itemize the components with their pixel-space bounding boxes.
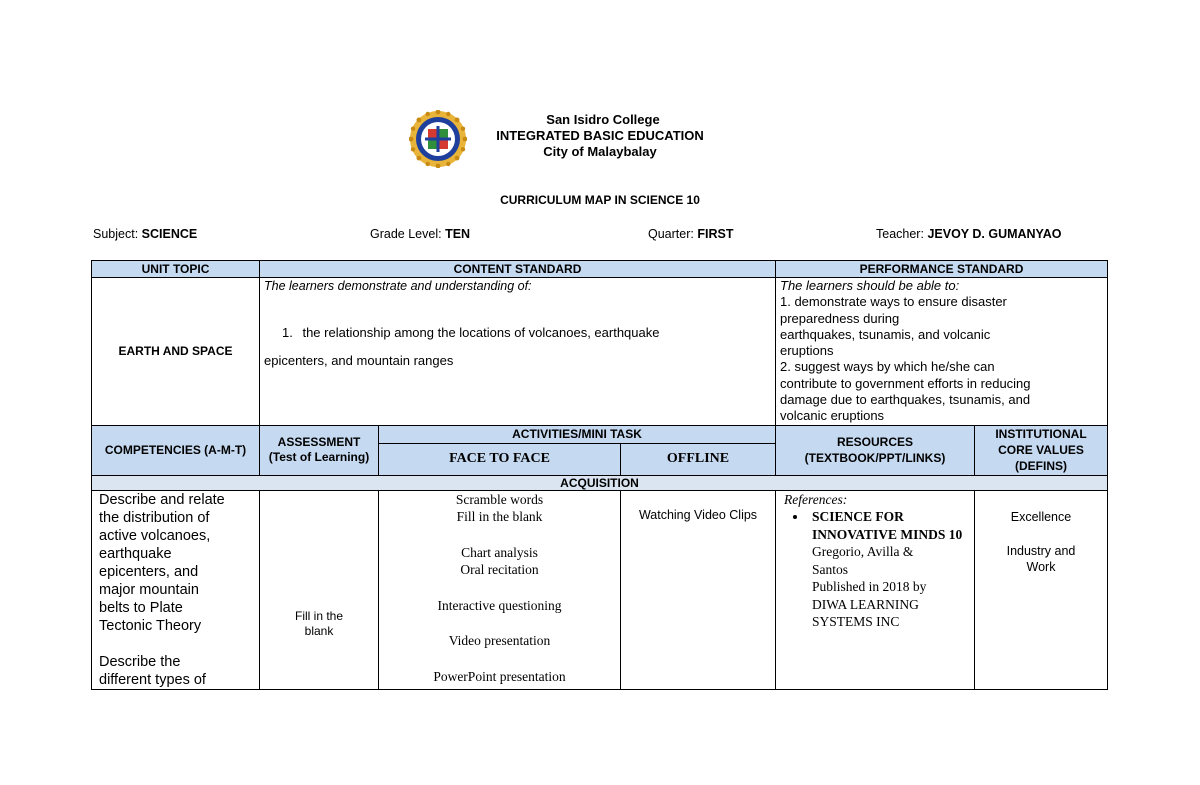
face-to-face-header: FACE TO FACE	[379, 443, 621, 475]
performance-standard-header: PERFORMANCE STANDARD	[776, 261, 1108, 278]
competency-line: Describe the	[99, 653, 181, 670]
competency-line: Tectonic Theory	[99, 617, 202, 634]
unit-topic-header: UNIT TOPIC	[92, 261, 260, 278]
performance-line: earthquakes, tsunamis, and volcanic	[780, 326, 991, 342]
core-values-cell	[975, 490, 1108, 689]
competency-line: active volcanoes,	[99, 527, 211, 544]
standards-header-row	[92, 261, 1108, 278]
school-department: INTEGRATED BASIC EDUCATION	[496, 128, 704, 143]
content-standard-cell	[260, 278, 776, 426]
reference-book-title: • SCIENCE FOR INNOVATIVE MINDS 10	[808, 508, 970, 543]
content-item-number: 1.	[282, 325, 293, 340]
performance-line: 2. suggest ways by which he/she can	[780, 359, 995, 375]
resources-header: RESOURCES (TEXTBOOK/PPT/LINKS)	[776, 425, 975, 475]
competency-row	[92, 490, 1108, 689]
core-values-header: INSTITUTIONAL CORE VALUES (DEFINS)	[975, 425, 1108, 475]
subject-label: Subject:	[93, 227, 139, 241]
acquisition-row	[92, 475, 1108, 490]
competency-line: epicenters, and	[99, 563, 199, 580]
performance-standard-cell	[776, 278, 1108, 426]
face-to-face-cell	[379, 490, 621, 689]
teacher-label: Teacher:	[876, 227, 924, 241]
performance-line: volcanic eruptions	[780, 408, 885, 424]
activity-item: Interactive questioning	[437, 597, 562, 613]
teacher-value: JEVOY D. GUMANYAO	[927, 227, 1062, 241]
references-label: References:	[784, 491, 848, 507]
offline-header: OFFLINE	[621, 443, 776, 475]
performance-line: preparedness during	[780, 310, 900, 326]
grade-value: TEN	[445, 227, 471, 241]
resources-cell	[776, 490, 975, 689]
performance-line: damage due to earthquakes, tsunamis, and	[780, 392, 1031, 408]
competencies-header: COMPETENCIES (A-M-T)	[92, 425, 260, 475]
meta-grade	[370, 227, 470, 241]
plan-header-row	[92, 425, 1108, 443]
school-city: City of Malaybalay	[543, 144, 657, 159]
activity-item: Fill in the blank	[456, 509, 543, 525]
activities-header: ACTIVITIES/MINI TASK	[379, 425, 776, 443]
document-title: CURRICULUM MAP IN SCIENCE 10	[500, 193, 700, 207]
activity-item: Oral recitation	[460, 562, 539, 578]
meta-teacher	[876, 227, 1062, 241]
offline-cell	[621, 490, 776, 689]
school-header	[0, 112, 1200, 160]
competency-line: earthquake	[99, 545, 172, 562]
competency-line: belts to Plate	[99, 599, 183, 616]
content-standard-intro: The learners demonstrate and understanding of:	[264, 279, 532, 293]
subject-value: SCIENCE	[141, 227, 198, 241]
performance-standard-intro: The learners should be able to:	[780, 278, 960, 293]
content-item-text-1: the relationship among the locations of volcanoes, earthquake	[302, 325, 660, 340]
competency-line: major mountain	[99, 581, 199, 598]
activity-item: Chart analysis	[461, 544, 538, 560]
quarter-value: FIRST	[697, 227, 734, 241]
assessment-cell	[260, 490, 379, 689]
acquisition-label: ACQUISITION	[92, 475, 1108, 490]
performance-line: eruptions	[780, 343, 834, 359]
curriculum-map-table	[91, 260, 1108, 690]
content-item-text-2: epicenters, and mountain ranges	[264, 353, 454, 368]
content-standard-header: CONTENT STANDARD	[260, 261, 776, 278]
school-name: San Isidro College	[546, 112, 660, 127]
competency-line: Describe and relate	[99, 491, 225, 508]
competency-line: different types of	[99, 671, 206, 688]
core-value-industry: Industry and Work	[1006, 543, 1076, 574]
unit-topic-cell: EARTH AND SPACE	[92, 278, 260, 426]
reference-authors: Gregorio, Avilla & Santos Published in 2018 by DIWA LEARNING SYSTEMS INC	[812, 544, 927, 630]
offline-text: Watching Video Clips	[638, 507, 758, 522]
performance-line: contribute to government efforts in reducing	[780, 375, 1031, 391]
performance-line: 1. demonstrate ways to ensure disaster	[780, 294, 1007, 310]
content-standard-item	[264, 319, 771, 375]
core-value-excellence: Excellence	[1010, 509, 1072, 524]
assessment-header: ASSESSMENT (Test of Learning)	[260, 425, 379, 475]
meta-quarter	[648, 227, 733, 241]
competency-line: the distribution of	[99, 509, 210, 526]
standards-row	[92, 278, 1108, 426]
grade-label: Grade Level:	[370, 227, 442, 241]
activity-item: PowerPoint presentation	[433, 668, 566, 684]
activity-item: Video presentation	[448, 633, 551, 649]
meta-subject	[93, 227, 197, 241]
quarter-label: Quarter:	[648, 227, 694, 241]
assessment-text: Fill in the blank	[294, 608, 344, 638]
activity-item: Scramble words	[455, 491, 544, 507]
references-list	[784, 508, 970, 543]
competencies-cell	[92, 490, 260, 689]
